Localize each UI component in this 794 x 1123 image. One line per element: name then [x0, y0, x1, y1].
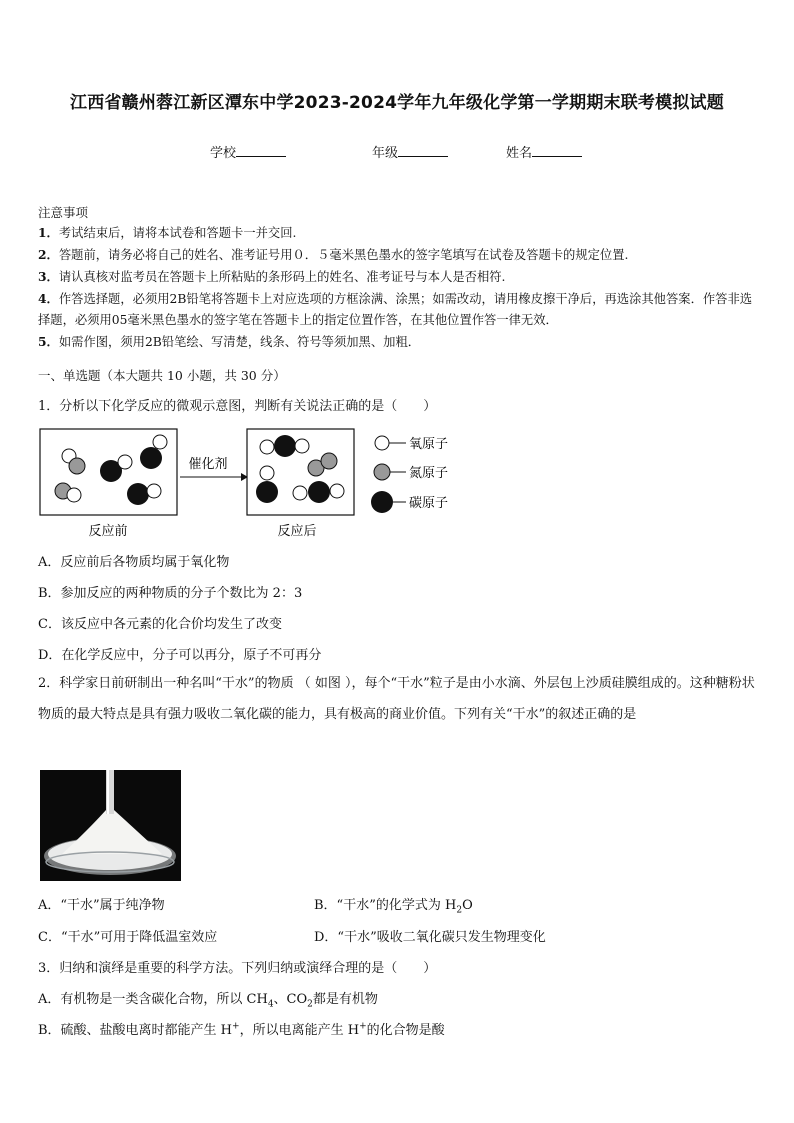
nitrogen-atom [321, 453, 337, 469]
carbon-atom [274, 435, 296, 457]
q3-option-a-tail: 都是有机物 [312, 992, 378, 1007]
notice-item [38, 244, 760, 266]
q2-option-c: C．“干水”可用于降低温室效应 [38, 930, 218, 945]
q3-option-b [38, 1019, 445, 1038]
notice-list [38, 222, 760, 353]
oxygen-atom [293, 486, 307, 500]
notice-text: 作答选择题，必须用2B铅笔将答题卡上对应选项的方框涂满、涂黑；如需改动，请用橡皮擦干净后，再选涂其他答案．作答非选择题，必须用05毫米黑色墨水的签字笔在答题卡上的指定位置作答，在其他位置作答一律无效． [38, 292, 753, 327]
after-label: 反应后 [277, 524, 317, 539]
q3-option-a-sub1: 4 [267, 999, 274, 1010]
question-1-stem: 1．分析以下化学反应的微观示意图，判断有关说法正确的是（ ） [38, 399, 437, 414]
notice-item [38, 288, 760, 331]
legend-nitrogen: 氮原子 [409, 466, 449, 481]
carbon-atom [256, 481, 278, 503]
q2-option-b [314, 894, 473, 916]
carbon-atom [308, 481, 330, 503]
oxygen-atom [153, 435, 167, 449]
carbon-atom [140, 447, 162, 469]
name-blank [532, 144, 582, 157]
q1-option-b: B．参加反应的两种物质的分子个数比为 2：3 [38, 586, 303, 601]
page-title: 江西省赣州蓉江新区潭东中学2023-2024学年九年级化学第一学期期末联考模拟试题 [70, 93, 724, 113]
q3-option-b-pre: B．硫酸、盐酸电离时都能产生 H [38, 1023, 233, 1038]
q3-option-b-sup1: + [232, 1021, 240, 1032]
before-label: 反应前 [88, 524, 128, 539]
carbon-atom [127, 483, 149, 505]
q1-option-c: C．该反应中各元素的化合价均发生了改变 [38, 617, 282, 632]
oxygen-atom [118, 455, 132, 469]
q3-option-b-sup2: + [359, 1021, 367, 1032]
notice-item [38, 266, 760, 288]
school-field [210, 142, 286, 161]
grade-blank [398, 144, 448, 157]
q2-option-a: A．“干水”属于纯净物 [38, 898, 165, 913]
notice-text: 考试结束后，请将本试卷和答题卡一并交回. [58, 226, 297, 240]
legend-oxygen: 氧原子 [409, 437, 449, 452]
oxygen-atom [260, 466, 274, 480]
notice-heading: 注意事项 [38, 205, 89, 220]
notice-num: 5． [38, 334, 59, 349]
reaction-diagram [38, 424, 478, 542]
notice-num: 2． [38, 247, 59, 262]
notice-text: 请认真核对监考员在答题卡上所粘贴的条形码上的姓名、准考证号与本人是否相符. [58, 270, 506, 284]
q3-option-a-pre: A．有机物是一类含碳化合物，所以 CH [38, 992, 268, 1007]
legend-oxygen-icon [375, 436, 389, 450]
legend-carbon-icon [371, 491, 393, 513]
q3-option-b-tail: 的化合物是酸 [366, 1023, 445, 1038]
notice-item [38, 222, 760, 244]
q1-option-a: A．反应前后各物质均属于氧化物 [38, 555, 230, 570]
q3-option-a-mid: 、CO [273, 992, 308, 1007]
grade-field [372, 142, 448, 161]
school-blank [236, 144, 286, 157]
oxygen-atom [260, 440, 274, 454]
notice-num: 1． [38, 225, 59, 240]
notice-num: 4． [38, 291, 59, 306]
name-field [506, 142, 582, 161]
section-heading: 一、单选题（本大题共 10 小题，共 30 分） [38, 368, 286, 383]
q2-option-b-text: B．“干水”的化学式为 H [314, 898, 457, 913]
q2-option-b-tail: O [462, 898, 473, 913]
question-2-stem: 2．科学家日前研制出一种名叫“干水”的物质 （ 如图 ），每个“干水”粒子是由小水滴、外层包上沙质硅膜组成的。这种糖粉状物质的最大特点是具有强力吸收二氧化碳的能力，具有极高的商业价值。下列有关“干水”的叙述正确的是 [38, 676, 755, 722]
name-label: 姓名 [506, 146, 533, 161]
q3-option-b-mid: ，所以电离能产生 H [239, 1023, 360, 1038]
notice-text: 如需作图，须用2B铅笔绘、写清楚，线条、符号等须加黑、加粗． [58, 335, 421, 349]
notice-text: 答题前，请务必将自己的姓名、准考证号用０．５毫米黑色墨水的签字笔填写在试卷及答题卡的规定位置. [58, 248, 629, 262]
oxygen-atom [295, 439, 309, 453]
q3-option-a [38, 988, 378, 1010]
grade-label: 年级 [372, 146, 399, 161]
q2-option-b-sub: 2 [456, 905, 463, 916]
nitrogen-atom [69, 458, 85, 474]
dry-water-image [40, 770, 181, 881]
question-3-stem: 3．归纳和演绎是重要的科学方法。下列归纳或演绎合理的是（ ） [38, 961, 437, 976]
oxygen-atom [147, 484, 161, 498]
notice-item [38, 331, 760, 353]
notice-num: 3． [38, 269, 59, 284]
oxygen-atom [330, 484, 344, 498]
q1-option-d: D．在化学反应中，分子可以再分，原子不可再分 [38, 648, 322, 663]
school-label: 学校 [210, 146, 237, 161]
dry-water-photo [40, 770, 181, 881]
oxygen-atom [67, 488, 81, 502]
catalyst-label: 催化剂 [188, 457, 228, 472]
legend-carbon: 碳原子 [409, 496, 449, 511]
q2-option-d: D．“干水”吸收二氧化碳只发生物理变化 [314, 930, 546, 945]
legend-nitrogen-icon [374, 464, 390, 480]
q3-option-a-sub2: 2 [307, 999, 313, 1010]
